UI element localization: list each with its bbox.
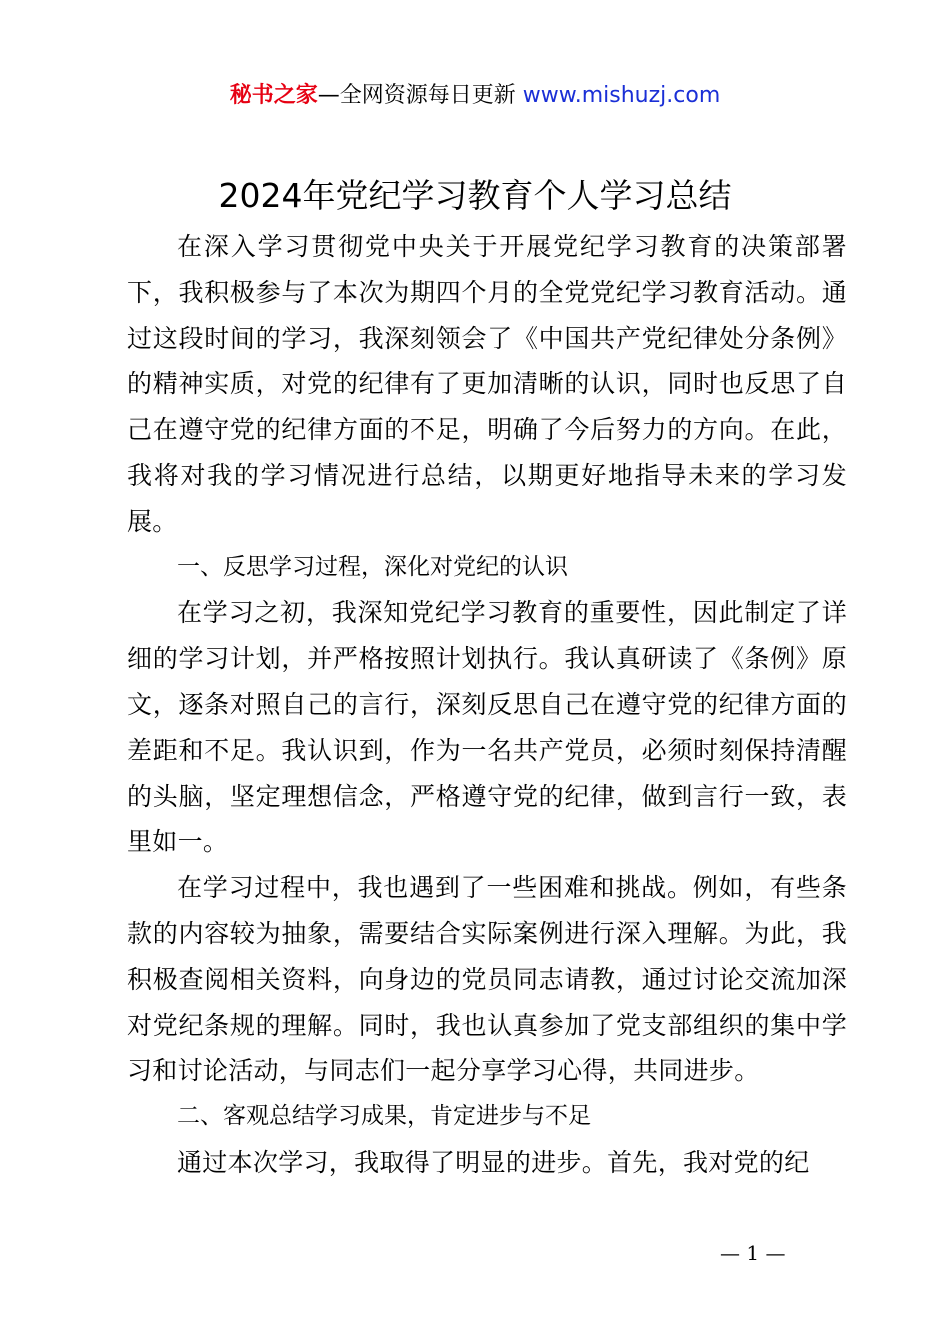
site-slogan: —全网资源每日更新 bbox=[317, 83, 523, 108]
page-number: — 1 — bbox=[720, 1241, 786, 1265]
section-heading-1: 一、反思学习过程，深化对党纪的认识 bbox=[177, 553, 568, 580]
site-url-link[interactable]: www.mishuzj.com bbox=[522, 83, 721, 108]
paragraph-intro: 在深入学习贯彻党中央关于开展党纪学习教育的决策部署下，我积极参与了本次为期四个月的全党党纪学习教育活动。通过这段时间的学习，我深刻领会了《中国共产党纪律处分条例》的精神实质，对党的纪律有了更加清晰的认识，同时也反思了自己在遵守党的纪律方面的不足，明确了今后努力的方向。在此，我将对我的学习情况进行总结，以期更好地指导未来的学习发展。 bbox=[127, 232, 847, 536]
section-heading-2: 二、客观总结学习成果，肯定进步与不足 bbox=[177, 1103, 591, 1130]
paragraph-section1-a: 在学习之初，我深知党纪学习教育的重要性，因此制定了详细的学习计划，并严格按照计划执行。我认真研读了《条例》原文，逐条对照自己的言行，深刻反思自己在遵守党的纪律方面的差距和不足。我认识到，作为一名共产党员，必须时刻保持清醒的头脑，坚定理想信念，严格遵守党的纪律，做到言行一致，表里如一。 bbox=[127, 598, 847, 857]
document-title: 2024年党纪学习教育个人学习总结 bbox=[218, 176, 732, 215]
paragraph-section2-a: 通过本次学习，我取得了明显的进步。首先，我对党的纪 bbox=[177, 1147, 810, 1177]
site-brand: 秘书之家 bbox=[229, 83, 318, 108]
paragraph-section1-b: 在学习过程中，我也遇到了一些困难和挑战。例如，有些条款的内容较为抽象，需要结合实际案例进行深入理解。为此，我积极查阅相关资料，向身边的党员同志请教，通过讨论交流加深对党纪条规的理解。同时，我也认真参加了党支部组织的集中学习和讨论活动，与同志们一起分享学习心得，共同进步。 bbox=[127, 873, 847, 1086]
document-body bbox=[127, 224, 847, 1186]
site-header-banner bbox=[0, 80, 950, 112]
